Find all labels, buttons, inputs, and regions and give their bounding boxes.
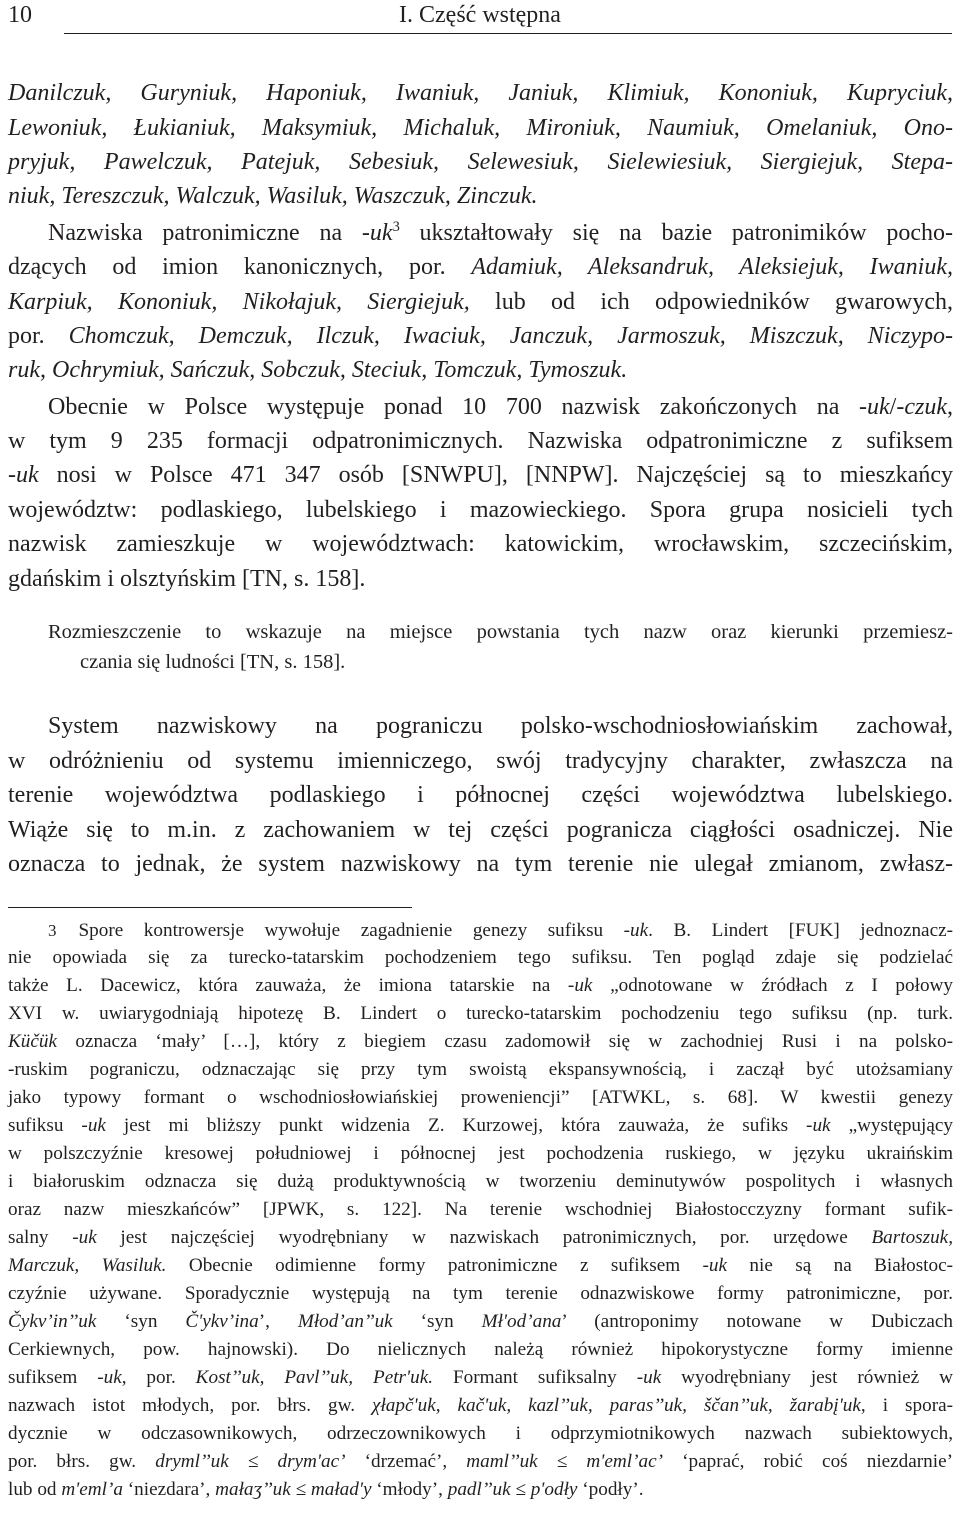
text-line: Lewoniuk, Łukianiuk, Maksymiuk, Michaluk, Mironiuk, Naumiuk, Omelaniuk, Ono- [8, 115, 953, 141]
text-line: niuk, Tereszczuk, Walczuk, Wasiluk, Waszczuk, Zinczuk. [8, 183, 538, 209]
text-line: -ruskim pograniczu, odznaczając się przy tym swoistą ekspansywnością, i zaczął być utożsamiany [8, 1059, 953, 1080]
text-line: w tym 9 235 formacji odpatronimicznych. Nazwiska odpatronimiczne z sufiksem [8, 428, 953, 454]
text-line: Nazwiska patronimiczne na $-uk^3$ ukształtowały się na bazie patronimików pocho- [48, 219, 954, 246]
text-line: lub od m'eml’a ‘niezdara’, małaʒ’’uk ≤ maład'y ‘młody’, padl’’uk ≤ p'odły ‘podły’. [8, 1479, 644, 1500]
text-line: salny -uk jest najczęściej wyodrębniany w nazwiskach patronimicznych, por. urzędowe Bartoszuk, [8, 1227, 953, 1248]
text-line: nazwisk zamieszkuje w województwach: katowickim, wrocławskim, szczecińskim, [8, 531, 953, 557]
text-line: nie opowiada się za turecko-tatarskim pochodzeniem tego sufiksu. Ten pogląd zdaje się podzielać [8, 947, 953, 968]
footnote-separator [8, 907, 412, 908]
text-line: Obecnie w Polsce występuje ponad 10 700 nazwisk zakończonych na -uk/-czuk, [48, 394, 953, 420]
text-line: czania się ludności [TN, s. 158]. [80, 651, 346, 673]
text-line: System nazwiskowy na pograniczu polsko-wschodniosłowiańskim zachował, [48, 713, 953, 739]
text-line: w polszczyźnie kresowej południowej i północnej jest pochodzenia ruskiego, w języku ukraińskim [8, 1143, 953, 1164]
page-number: 10 [8, 2, 32, 28]
text-line: dycznie w odczasownikowych, odrzeczownikowych i odprzymiotnikowych nazwach subiektowych, [8, 1423, 953, 1444]
text-line: 3 Spore kontrowersje wywołuje zagadnienie genezy sufiksu -uk. B. Lindert [FUK] jednoznacz- [48, 920, 953, 941]
text-line: Rozmieszczenie to wskazuje na miejsce powstania tych nazw oraz kierunki przemiesz- [48, 621, 953, 643]
text-line: Küčük oznacza ‘mały’ […], który z biegiem czasu zadomowił się w zachodniej Rusi i na polsko- [8, 1031, 953, 1052]
text-line: oznacza to jednak, że system nazwiskowy na tym terenie nie ulegał zmianom, zwłasz- [8, 851, 953, 877]
text-line: sufiksem -uk, por. Kost’’uk, Pavl’’uk, Petr'uk. Formant sufiksalny -uk wyodrębniany jest również w [8, 1367, 953, 1388]
text-line: Cerkiewnych, pow. hajnowski). Do nielicznych należą również hipokorystyczne formy imienne [8, 1339, 953, 1360]
footnote-number: 3 [48, 921, 57, 940]
running-header [8, 0, 952, 32]
text-line: XVI w. uwiarygodniają hipotezę B. Lindert o turecko-tatarskim pochodzeniu tego sufiksu (np. turk. [8, 1003, 953, 1024]
text-line: Danilczuk, Guryniuk, Haponiuk, Iwaniuk, Janiuk, Klimiuk, Kononiuk, Kupryciuk, [8, 80, 953, 106]
text-line: i białoruskim odznacza się dużą produktywnością w tworzeniu deminutywów pospolitych i własnych [8, 1171, 953, 1192]
text-line: czyźnie używane. Sporadycznie występują na tym terenie odnazwiskowe formy patronimiczne, por. [8, 1283, 953, 1304]
text-line: województw: podlaskiego, lubelskiego i mazowieckiego. Spora grupa nosicieli tych [8, 497, 953, 523]
text-line: terenie województwa podlaskiego i północnej części województwa lubelskiego. [8, 782, 953, 808]
text-line: por. błrs. gw. dryml’’uk ≤ drym'ac’ ‘drzemać’, maml’’uk ≤ m'eml’ac’ ‘paprać, robić coś niezdarnie’ [8, 1451, 954, 1472]
text-line: -uk nosi w Polsce 471 347 osób [SNWPU], [NNPW]. Najczęściej są to mieszkańcy [8, 462, 953, 488]
footnote-ref[interactable]: 3 [392, 219, 400, 235]
text-line: Wiąże się to m.in. z zachowaniem w tej części pogranicza ciągłości osadniczej. Nie [8, 817, 953, 843]
text-line: także L. Dacewicz, która zauważa, że imiona tatarskie na -uk „odnotowane w źródłach z I połowy [8, 975, 953, 996]
text-line: Čykv’in’’uk ‘syn Č'ykv’ina’, Młod’an’’uk ‘syn Mł'od’ana’ (antroponimy notowane w Dubiczach [8, 1311, 954, 1332]
text-line: Karpiuk, Kononiuk, Nikołajuk, Siergiejuk, lub od ich odpowiedników gwarowych, [8, 289, 953, 315]
section-title: I. Część wstępna [399, 2, 561, 28]
text-line: gdańskim i olsztyńskim [TN, s. 158]. [8, 566, 366, 592]
text-line: Marczuk, Wasiluk. Obecnie odimienne formy patronimiczne z sufiksem -uk nie są na Białostoc- [8, 1255, 953, 1276]
text-line: sufiksu -uk jest mi bliższy punkt widzenia Z. Kurzowej, która zauważa, że sufiks -uk „występujący [8, 1115, 953, 1136]
text-line: por. Chomczuk, Demczuk, Ilczuk, Iwaciuk, Janczuk, Jarmoszuk, Miszczuk, Niczypo- [8, 323, 953, 349]
text-line: pryjuk, Pawelczuk, Patejuk, Sebesiuk, Selewesiuk, Sielewiesiuk, Siergiejuk, Stepa- [8, 149, 953, 175]
text-line: ruk, Ochrymiuk, Sańczuk, Sobczuk, Steciuk, Tomczuk, Tymoszuk. [8, 357, 628, 383]
text-line: w odróżnieniu od systemu imienniczego, swój tradycyjny charakter, zwłaszcza na [8, 748, 953, 774]
text-line: dzących od imion kanonicznych, por. Adamiuk, Aleksandruk, Aleksiejuk, Iwaniuk, [8, 254, 954, 280]
text-line: oraz nazw mieszkańców” [JPWK, s. 122]. Na terenie wschodniej Białostocczyzny formant sufik- [8, 1199, 953, 1220]
header-rule [64, 33, 952, 34]
text-line: jako typowy formant o wschodniosłowiańskiej proweniencji” [ATWKL, s. 68]. W kwestii genezy [8, 1087, 953, 1108]
text-line: nazwach istot młodych, por. błrs. gw. χłapč'uk, kač'uk, kazl’’uk, paras’’uk, ščan’’uk, žarabį'uk, i sporа- [8, 1395, 954, 1416]
